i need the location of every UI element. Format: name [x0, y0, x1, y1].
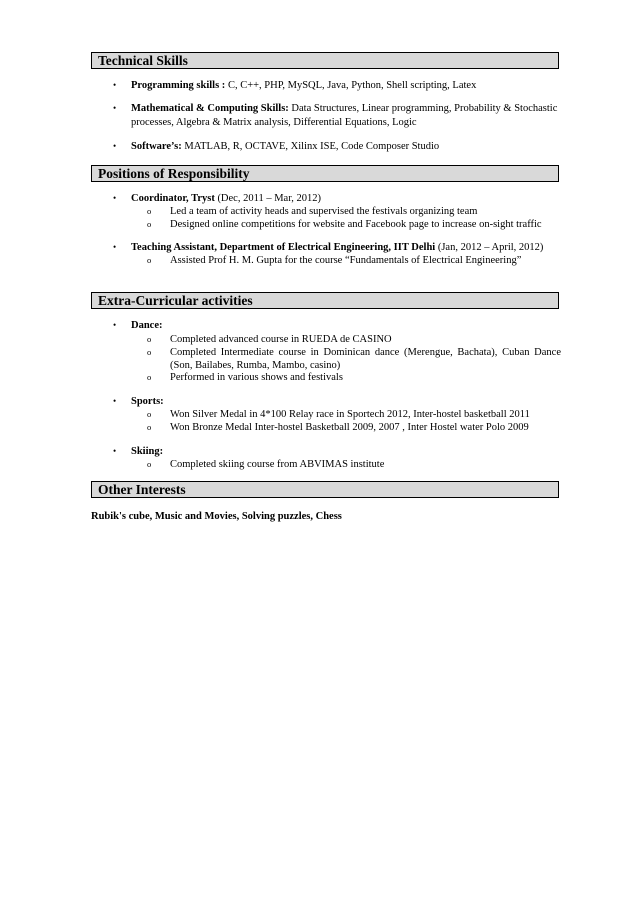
ta-label: Teaching Assistant, Department of Electrical Engineering, IIT Delhi — [131, 242, 436, 253]
sports-label: Sports: — [131, 396, 164, 407]
dance-detail-2: Completed Intermediate course in Dominican dance (Merengue, Bachata), Cuban Dance — [170, 347, 561, 358]
sub-bullet: o — [147, 347, 152, 357]
sub-bullet: o — [147, 219, 152, 229]
programming-skills-line — [131, 79, 476, 92]
dance-detail-1: Completed advanced course in RUEDA de CASINO — [170, 334, 392, 345]
coordinator-line — [131, 192, 321, 205]
sub-bullet: o — [147, 255, 152, 265]
section-heading-extracurricular: Extra-Curricular activities — [91, 292, 559, 309]
math-skills-line-2: processes, Algebra & Matrix analysis, Differential Equations, Logic — [131, 117, 417, 128]
software-label: Software’s: — [131, 141, 182, 152]
bullet: • — [113, 103, 117, 113]
sub-bullet: o — [147, 422, 152, 432]
dance-detail-3: Performed in various shows and festivals — [170, 372, 343, 383]
coordinator-detail-2: Designed online competitions for website and Facebook page to increase on-sight traffic — [170, 219, 542, 230]
bullet: • — [113, 242, 117, 252]
bullet: • — [113, 446, 117, 456]
math-skills-label: Mathematical & Computing Skills: — [131, 103, 289, 114]
dance-detail-2-cont: (Son, Bailabes, Rumba, Mambo, casino) — [170, 360, 341, 371]
sports-detail-2: Won Bronze Medal Inter-hostel Basketball 2009, 2007 , Inter Hostel water Polo 2009 — [170, 422, 529, 433]
programming-skills-label: Programming skills : — [131, 80, 226, 91]
sub-bullet: o — [147, 459, 152, 469]
bullet: • — [113, 320, 117, 330]
section-heading-other-interests: Other Interests — [91, 481, 559, 498]
software-text: MATLAB, R, OCTAVE, Xilinx ISE, Code Composer Studio — [181, 141, 440, 152]
other-interests-text: Rubik's cube, Music and Movies, Solving puzzles, Chess — [91, 511, 342, 522]
sub-bullet: o — [147, 372, 152, 382]
sports-detail-1: Won Silver Medal in 4*100 Relay race in Sportech 2012, Inter-hostel basketball 2011 — [170, 409, 530, 420]
coordinator-dates: (Dec, 2011 – Mar, 2012) — [214, 193, 322, 204]
sub-bullet: o — [147, 206, 152, 216]
ta-dates: (Jan, 2012 – April, 2012) — [435, 242, 544, 253]
coordinator-detail-1: Led a team of activity heads and supervised the festivals organizing team — [170, 206, 478, 217]
bullet: • — [113, 396, 117, 406]
bullet: • — [113, 193, 117, 203]
skiing-detail-1: Completed skiing course from ABVIMAS institute — [170, 459, 385, 470]
section-heading-technical-skills: Technical Skills — [91, 52, 559, 69]
math-skills-line — [131, 102, 557, 115]
section-heading-positions: Positions of Responsibility — [91, 165, 559, 182]
skiing-label: Skiing: — [131, 446, 164, 457]
bullet: • — [113, 80, 117, 90]
ta-line — [131, 241, 543, 254]
sub-bullet: o — [147, 334, 152, 344]
programming-skills-text: C, C++, PHP, MySQL, Java, Python, Shell scripting, Latex — [225, 80, 477, 91]
bullet: • — [113, 141, 117, 151]
software-line — [131, 140, 439, 153]
coordinator-label: Coordinator, Tryst — [131, 193, 215, 204]
sub-bullet: o — [147, 409, 152, 419]
ta-detail-1: Assisted Prof H. M. Gupta for the course “Fundamentals of Electrical Engineering” — [170, 255, 522, 266]
math-skills-text: Data Structures, Linear programming, Probability & Stochastic — [288, 103, 558, 114]
dance-label: Dance: — [131, 320, 163, 331]
